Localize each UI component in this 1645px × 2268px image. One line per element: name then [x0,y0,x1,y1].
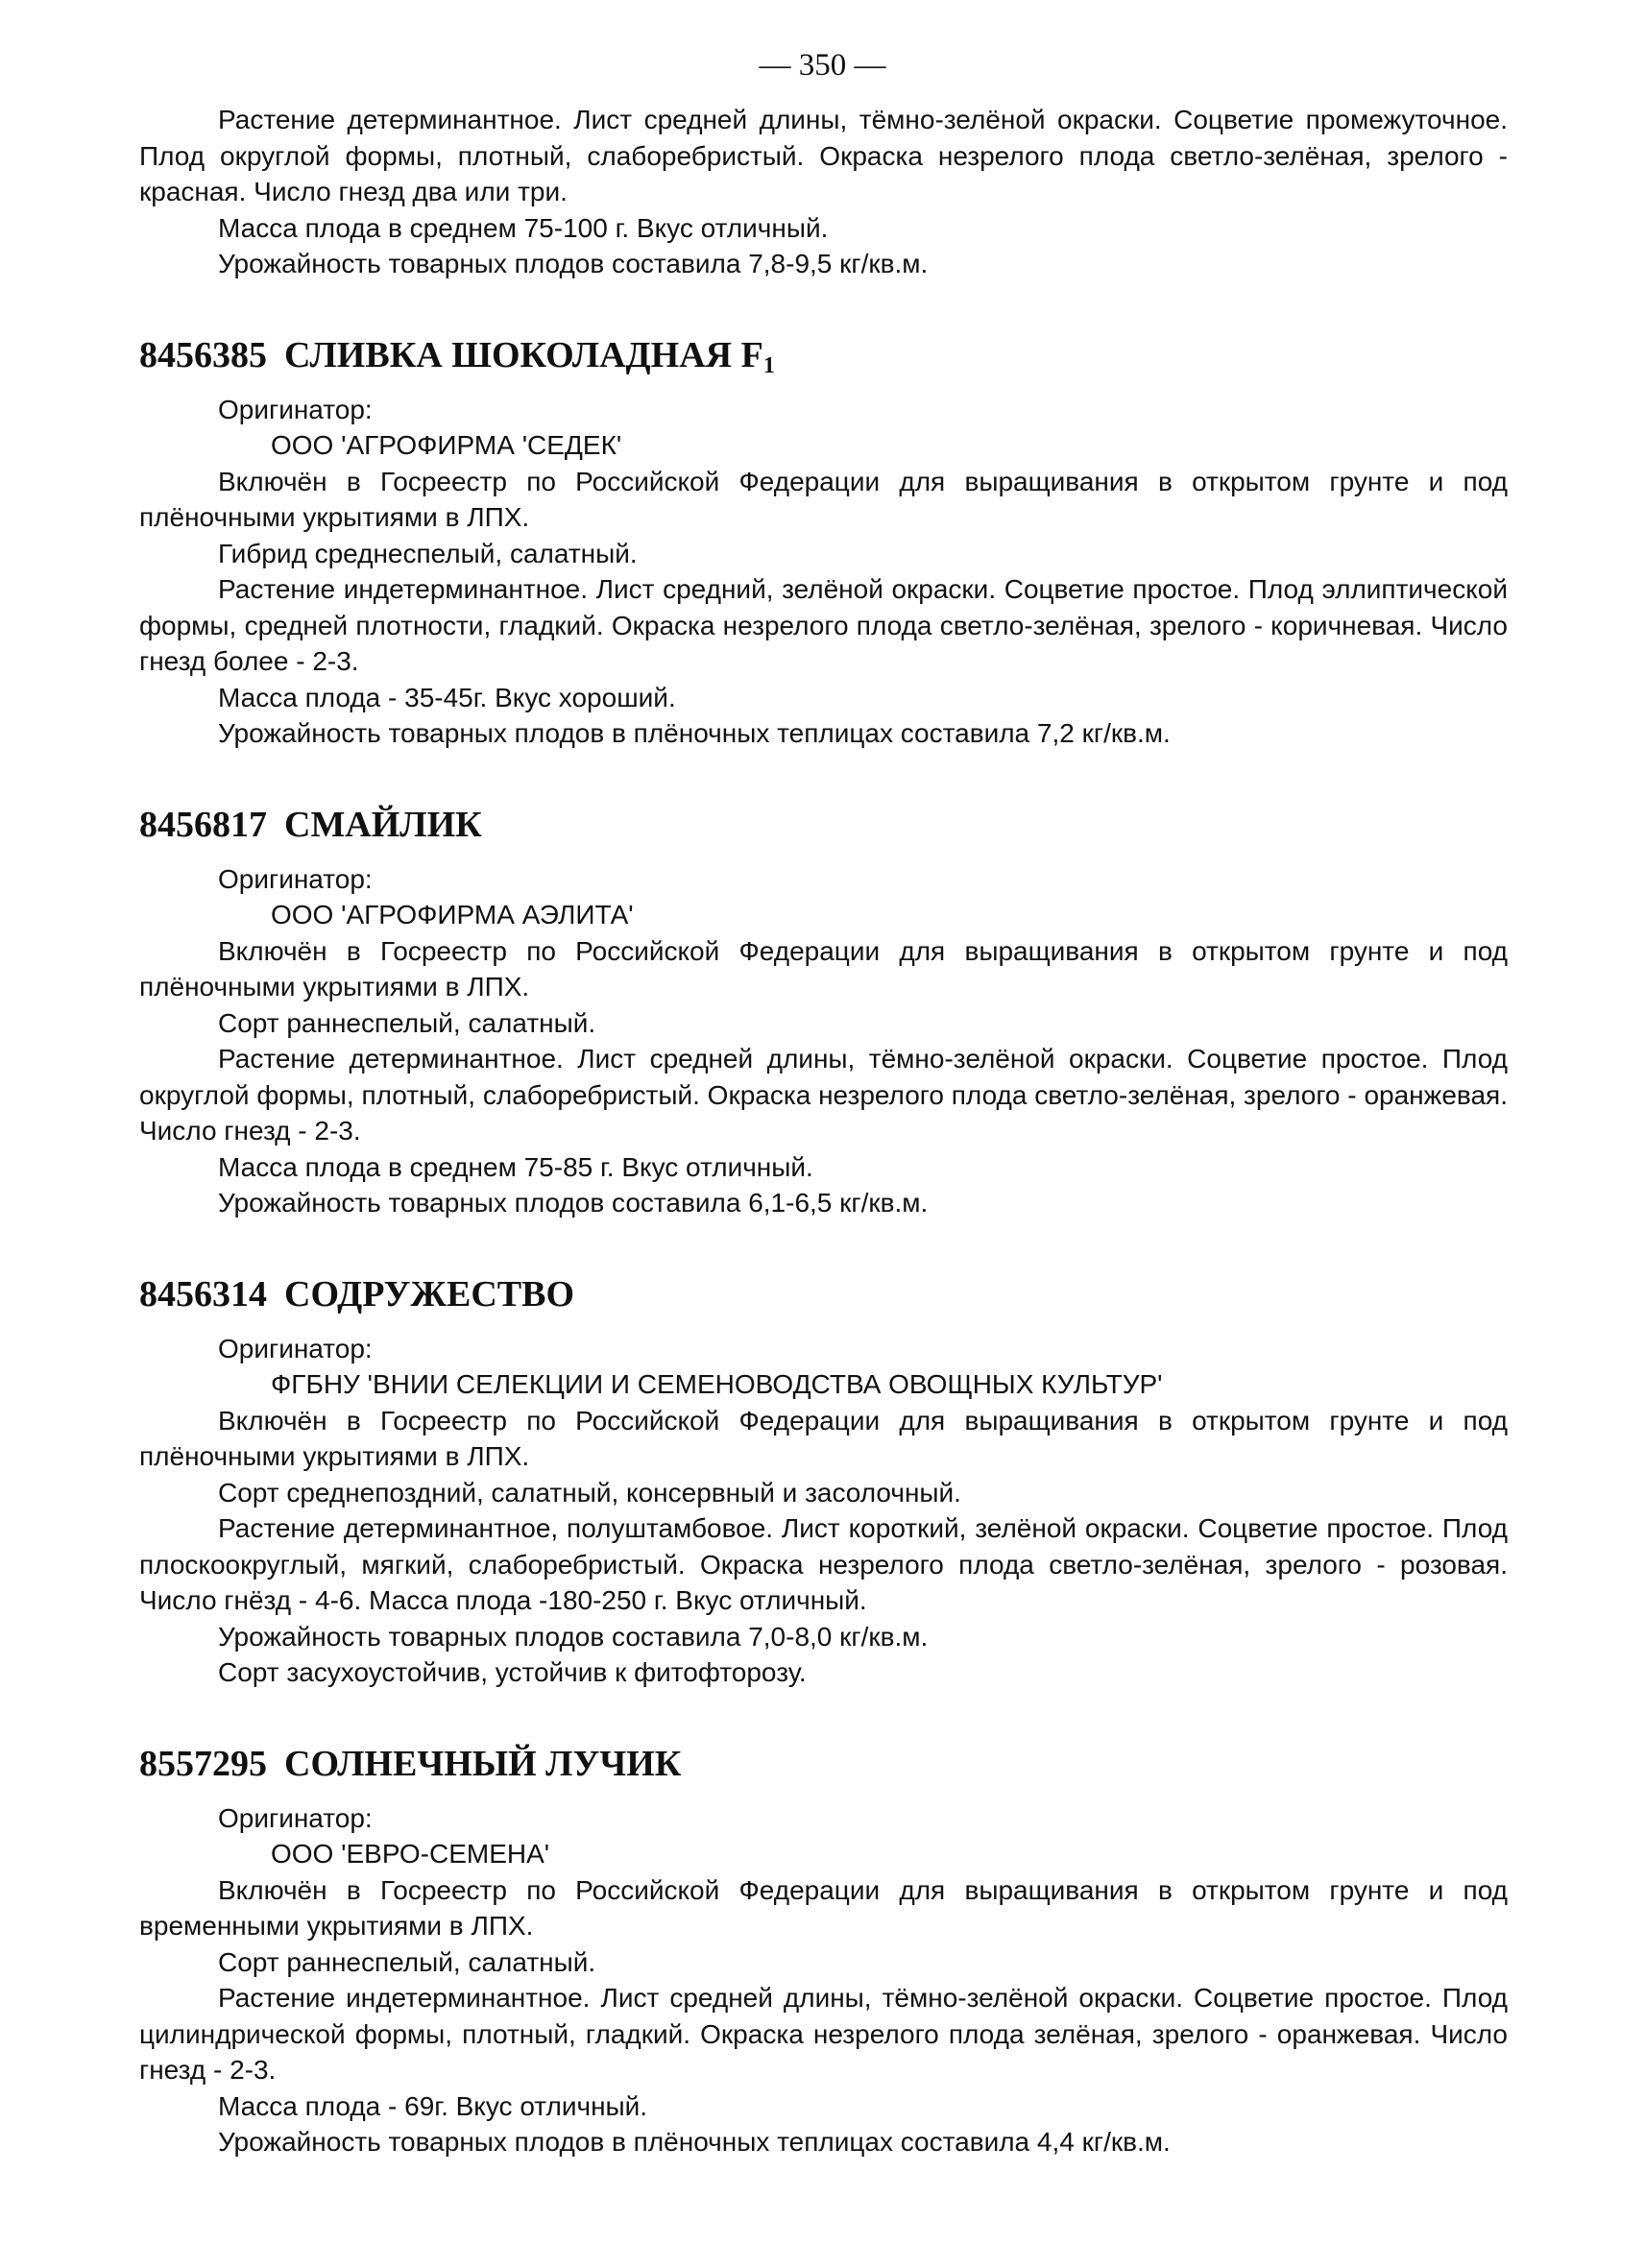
description-paragraph: Растение индетерминантное. Лист средний, зелёной окраски. Соцветие простое. Плод эллиптической формы, средней плотности, гладкий. Окраска незрелого плода светло-зелёная, зрелого - коричневая. Число гнезд более - 2-3. [139,574,1508,676]
variety-entry [139,1271,1508,1691]
intro-yield: Урожайность товарных плодов составила 7,8-9,5 кг/кв.м. [218,249,929,278]
variety-heading [139,332,1508,378]
variety-name: СОДРУЖЕСТВО [284,1273,575,1315]
intro-description: Растение детерминантное. Лист средней длины, тёмно-зелёной окраски. Соцветие промежуточное. Плод округлой формы, плотный, слаборебристый. Окраска незрелого плода светло-зелёная, зрелого - красная. Число гнезд два или три. [139,105,1508,206]
maturity-paragraph: Гибрид среднеспелый, салатный. [218,538,638,568]
originator-label: Оригинатор: [218,1333,373,1363]
page-content [139,102,1508,2160]
yield-paragraph: Урожайность товарных плодов составила 7,0-8,0 кг/кв.м. [218,1621,929,1652]
originator-name: ООО 'ЕВРО-СЕМЕНА' [271,1839,550,1869]
registry-paragraph: Включён в Госреестр по Российской Федерации для выращивания в открытом грунте и под плёночными укрытиями в ЛПХ. [139,466,1508,532]
maturity-paragraph: Сорт среднепоздний, салатный, консервный и засолочный. [218,1477,961,1508]
registry-paragraph: Включён в Госреестр по Российской Федерации для выращивания в открытом грунте и под временными укрытиями в ЛПХ. [139,1874,1508,1941]
variety-entry [139,802,1508,1221]
variety-code: 8456817 [139,804,267,845]
yield-paragraph: Урожайность товарных плодов в плёночных теплицах составила 4,4 кг/кв.м. [218,2127,1171,2157]
resistance-paragraph: Сорт засухоустойчив, устойчив к фитофторозу. [218,1657,807,1687]
maturity-paragraph: Сорт раннеспелый, салатный. [218,1946,596,1977]
description-paragraph: Растение детерминантное, полуштамбовое. Лист короткий, зелёной окраски. Соцветие простое. Плод плоскоокруглый, мягкий, слаборебристый. Окраска незрелого плода светло-зелёная, зрелого - розовая. Число гнёзд - 4-6. Масса плода -180-250 г. Вкус отличный. [139,1513,1508,1615]
originator-name: ФГБНУ 'ВНИИ СЕЛЕКЦИИ И СЕМЕНОВОДСТВА ОВОЩНЫХ КУЛЬТУР' [271,1369,1163,1399]
description-paragraph: Растение детерминантное. Лист средней длины, тёмно-зелёной окраски. Соцветие простое. Плод округлой формы, плотный, слаборебристый. Окраска незрелого плода светло-зелёная, зрелого - оранжевая. Число гнезд - 2-3. [139,1044,1508,1146]
variety-name: СЛИВКА ШОКОЛАДНАЯ F [284,334,763,375]
variety-name: СОЛНЕЧНЫЙ ЛУЧИК [284,1743,682,1784]
description-paragraph: Растение индетерминантное. Лист средней длины, тёмно-зелёной окраски. Соцветие простое. Плод цилиндрической формы, плотный, гладкий. Окраска незрелого плода зелёная, зрелого - оранжевая. Число гнезд - 2-3. [139,1983,1508,2085]
variety-heading [139,802,1508,848]
variety-heading [139,1271,1508,1317]
originator-name: ООО 'АГРОФИРМА АЭЛИТА' [271,900,634,929]
fruit-mass-paragraph: Масса плода в среднем 75-85 г. Вкус отличный. [218,1151,813,1182]
intro-fruit-mass: Масса плода в среднем 75-100 г. Вкус отличный. [218,212,829,243]
variety-entry [139,332,1508,752]
variety-code: 8456385 [139,334,267,375]
fruit-mass-paragraph: Масса плода - 35-45г. Вкус хороший. [218,682,676,712]
variety-entry [139,1741,1508,2160]
variety-name: СМАЙЛИК [284,804,482,845]
yield-paragraph: Урожайность товарных плодов составила 6,1-6,5 кг/кв.м. [218,1188,929,1218]
variety-code: 8456314 [139,1273,267,1315]
intro-continuation [139,102,1508,282]
page-number: — 350 — [759,48,886,83]
registry-paragraph: Включён в Госреестр по Российской Федерации для выращивания в открытом грунте и под плёночными укрытиями в ЛПХ. [139,1405,1508,1471]
originator-name: ООО 'АГРОФИРМА 'СЕДЕК' [271,430,622,460]
yield-paragraph: Урожайность товарных плодов в плёночных теплицах составила 7,2 кг/кв.м. [218,718,1171,748]
variety-name-subscript: 1 [762,352,775,378]
originator-label: Оригинатор: [218,863,373,894]
fruit-mass-paragraph: Масса плода - 69г. Вкус отличный. [218,2090,648,2121]
registry-paragraph: Включён в Госреестр по Российской Федерации для выращивания в открытом грунте и под плёночными укрытиями в ЛПХ. [139,935,1508,1001]
variety-code: 8557295 [139,1743,267,1784]
originator-label: Оригинатор: [218,1802,373,1833]
variety-heading [139,1741,1508,1787]
originator-label: Оригинатор: [218,394,373,424]
maturity-paragraph: Сорт раннеспелый, салатный. [218,1007,596,1038]
